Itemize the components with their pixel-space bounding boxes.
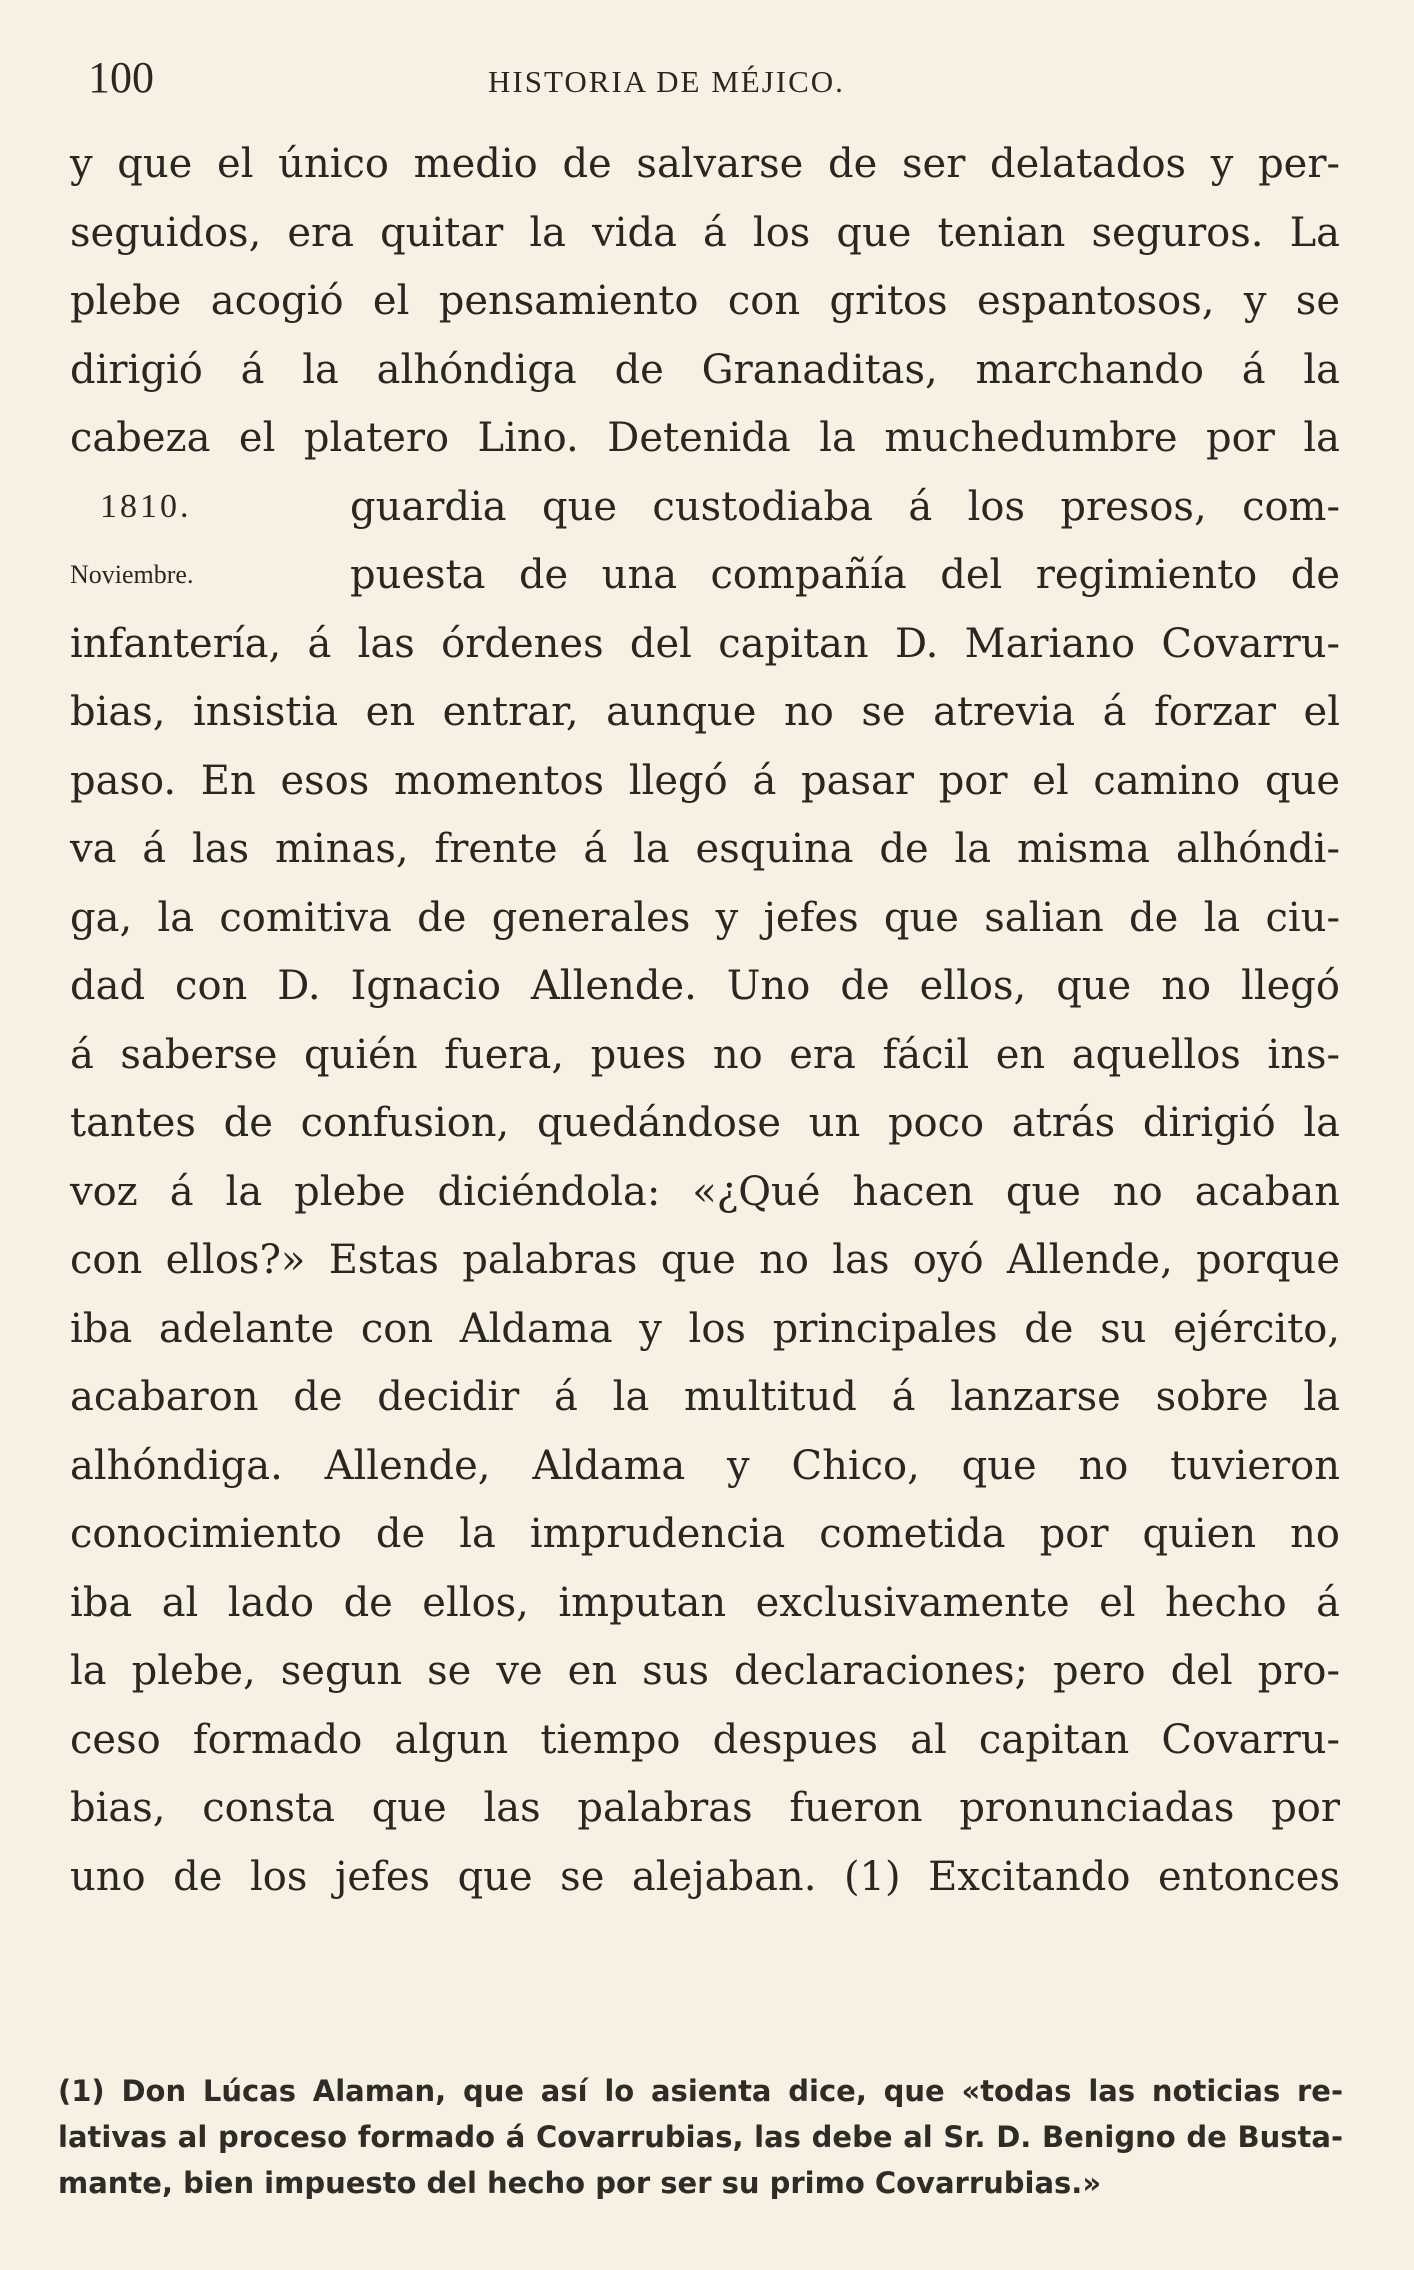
text-line: dirigió á la alhóndiga de Granaditas, marchando á la (70, 346, 1340, 393)
text-line: paso. En esos momentos llegó á pasar por el camino que (70, 757, 1340, 804)
text-line: bias, consta que las palabras fueron pronunciadas por (70, 1785, 1340, 1831)
text-line: iba al lado de ellos, imputan exclusivamente el hecho á (70, 1579, 1340, 1626)
text-line: con ellos?» Estas palabras que no las oyó Allende, porque (70, 1237, 1340, 1283)
text-line: tantes de confusion, quedándose un poco atrás dirigió la (70, 1100, 1340, 1146)
text-line-with-margin-note (70, 541, 1340, 610)
margin-note-month: Noviembre. (70, 560, 194, 589)
text-line: conocimiento de la imprudencia cometida por quien no (70, 1511, 1340, 1557)
body-text (70, 130, 1340, 1911)
text-line: ga, la comitiva de generales y jefes que salian de la ciu- (70, 894, 1340, 941)
margin-note-year: 1810. (100, 487, 192, 525)
running-title: HISTORIA DE MÉJICO. (488, 64, 845, 99)
text-line: bias, insistia en entrar, aunque no se atrevia á forzar el (70, 689, 1340, 735)
text-line: seguidos, era quitar la vida á los que tenian seguros. La (70, 209, 1340, 256)
footnote-line: mante, bien impuesto del hecho por ser su primo Covarrubias.» (58, 2166, 1102, 2200)
page-header (88, 52, 1328, 102)
text-line: cabeza el platero Lino. Detenida la muchedumbre por la (70, 415, 1340, 461)
text-line: y que el único medio de salvarse de ser delatados y per- (70, 141, 1340, 187)
text-line: uno de los jefes que se alejaban. (1) Excitando entonces (70, 1853, 1340, 1900)
footnote-line: (1) Don Lúcas Alaman, que así lo asienta dice, que «todas las noticias re- (58, 2074, 1343, 2108)
text-line: va á las minas, frente á la esquina de la misma alhóndi- (70, 826, 1340, 872)
page-number: 100 (88, 53, 154, 102)
text-line: plebe acogió el pensamiento con gritos espantosos, y se (70, 278, 1340, 324)
text-line: alhóndiga. Allende, Aldama y Chico, que no tuvieron (70, 1442, 1340, 1489)
text-line: ceso formado algun tiempo despues al capitan Covarru- (70, 1716, 1340, 1763)
text-line: voz á la plebe diciéndola: «¿Qué hacen que no acaban (70, 1168, 1340, 1215)
text-line: dad con D. Ignacio Allende. Uno de ellos, que no llegó (70, 963, 1340, 1009)
text-line: guardia que custodiaba á los presos, com- (350, 483, 1340, 530)
text-line: infantería, á las órdenes del capitan D. Mariano Covarru- (70, 620, 1340, 667)
text-line: á saberse quién fuera, pues no era fácil en aquellos ins- (70, 1031, 1340, 1078)
text-line: acabaron de decidir á la multitud á lanzarse sobre la (70, 1374, 1340, 1420)
text-line: iba adelante con Aldama y los principales de su ejército, (70, 1305, 1340, 1352)
text-line: puesta de una compañía del regimiento de (350, 552, 1340, 598)
text-line-with-margin-note (70, 473, 1340, 542)
footnotes (58, 2068, 1343, 2206)
text-line: la plebe, segun se ve en sus declaraciones; pero del pro- (70, 1648, 1340, 1694)
footnote-line: lativas al proceso formado á Covarrubias, las debe al Sr. D. Benigno de Busta- (58, 2120, 1343, 2154)
